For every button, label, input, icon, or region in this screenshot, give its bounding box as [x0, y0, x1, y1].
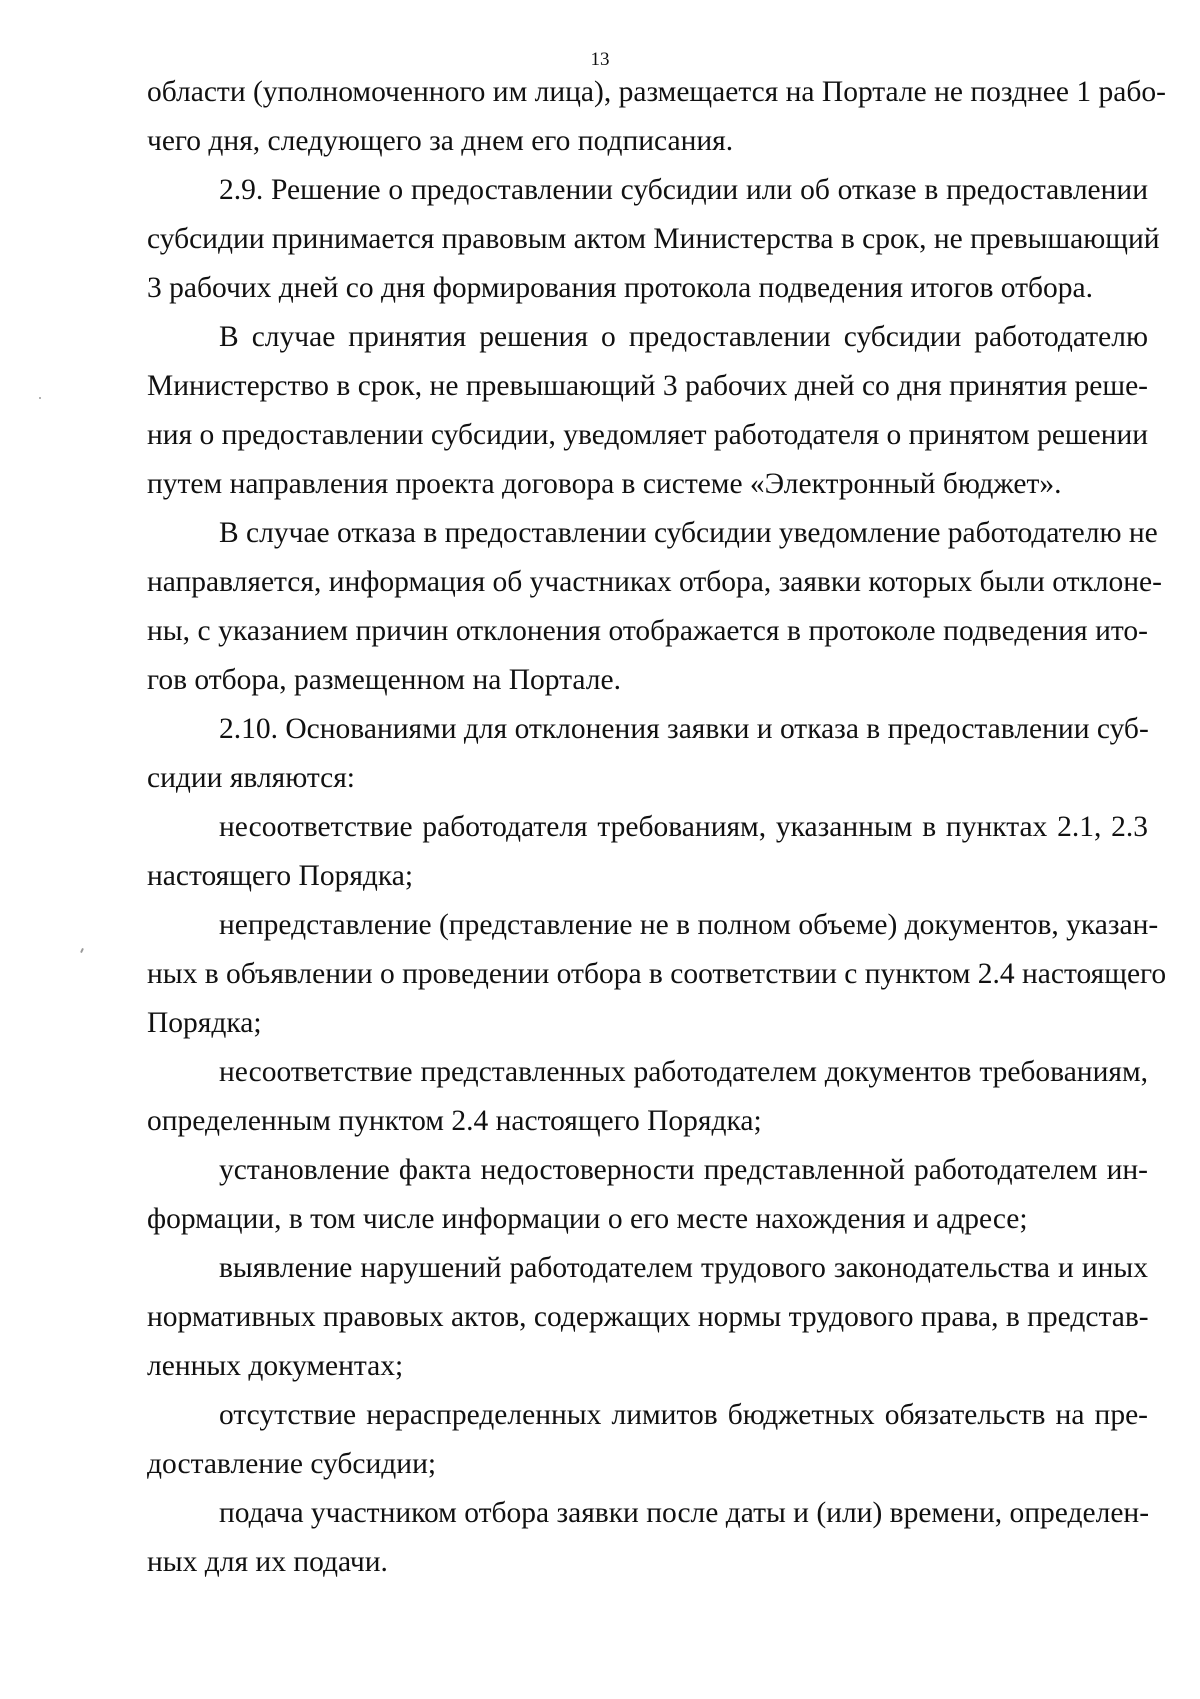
- list-item-start: подача участником отбора заявки после даты и (или) времени, определен-: [219, 1497, 1150, 1529]
- text-line: доставление субсидии;: [147, 1448, 437, 1480]
- page-number: 13: [590, 49, 610, 70]
- text-line: настоящего Порядка;: [147, 860, 414, 892]
- list-item-start: установление факта недостоверности представленной работодателем ин-: [219, 1154, 1148, 1186]
- text-line: ленных документах;: [147, 1350, 404, 1382]
- text-line: ных для их подачи.: [147, 1546, 388, 1578]
- text-line: чего дня, следующего за днем его подписания.: [147, 125, 734, 157]
- list-item-start: несоответствие представленных работодателем документов требованиям,: [219, 1056, 1148, 1088]
- text-line: области (уполномоченного им лица), размещается на Портале не позднее 1 рабо-: [147, 76, 1166, 108]
- scan-speck: [80, 948, 84, 953]
- text-line: направляется, информация об участниках отбора, заявки которых были отклоне-: [147, 566, 1162, 598]
- paragraph-start: В случае принятия решения о предоставлении субсидии работодателю: [219, 321, 1148, 353]
- paragraph-start: В случае отказа в предоставлении субсидии уведомление работодателю не: [219, 517, 1158, 549]
- scan-speck: [39, 397, 41, 399]
- text-line: определенным пунктом 2.4 настоящего Порядка;: [147, 1105, 762, 1137]
- paragraph-2-9-start: 2.9. Решение о предоставлении субсидии или об отказе в предоставлении: [219, 174, 1148, 206]
- text-line: ны, с указанием причин отклонения отображается в протоколе подведения ито-: [147, 615, 1148, 647]
- list-item-start: отсутствие нераспределенных лимитов бюджетных обязательств на пре-: [219, 1399, 1148, 1431]
- text-line: ных в объявлении о проведении отбора в соответствии с пунктом 2.4 настоящего: [147, 958, 1167, 990]
- document-body: [147, 68, 1167, 1587]
- text-line: Министерство в срок, не превышающий 3 рабочих дней со дня принятия реше-: [147, 370, 1148, 402]
- text-line: гов отбора, размещенном на Портале.: [147, 664, 621, 696]
- text-line: формации, в том числе информации о его месте нахождения и адресе;: [147, 1203, 1028, 1235]
- text-line: нормативных правовых актов, содержащих нормы трудового права, в представ-: [147, 1301, 1149, 1333]
- text-line: 3 рабочих дней со дня формирования протокола подведения итогов отбора.: [147, 272, 1094, 304]
- text-line: субсидии принимается правовым актом Министерства в срок, не превышающий: [147, 223, 1160, 255]
- list-item-start: непредставление (представление не в полном объеме) документов, указан-: [219, 909, 1159, 941]
- text-line: ния о предоставлении субсидии, уведомляет работодателя о принятом решении: [147, 419, 1149, 451]
- text-line: сидии являются:: [147, 762, 355, 794]
- text-line: Порядка;: [147, 1007, 262, 1039]
- text-line: путем направления проекта договора в системе «Электронный бюджет».: [147, 468, 1062, 500]
- list-item-start: несоответствие работодателя требованиям, указанным в пунктах 2.1, 2.3: [219, 811, 1148, 843]
- paragraph-2-10-start: 2.10. Основаниями для отклонения заявки и отказа в предоставлении суб-: [219, 713, 1149, 745]
- list-item-start: выявление нарушений работодателем трудового законодательства и иных: [219, 1252, 1148, 1284]
